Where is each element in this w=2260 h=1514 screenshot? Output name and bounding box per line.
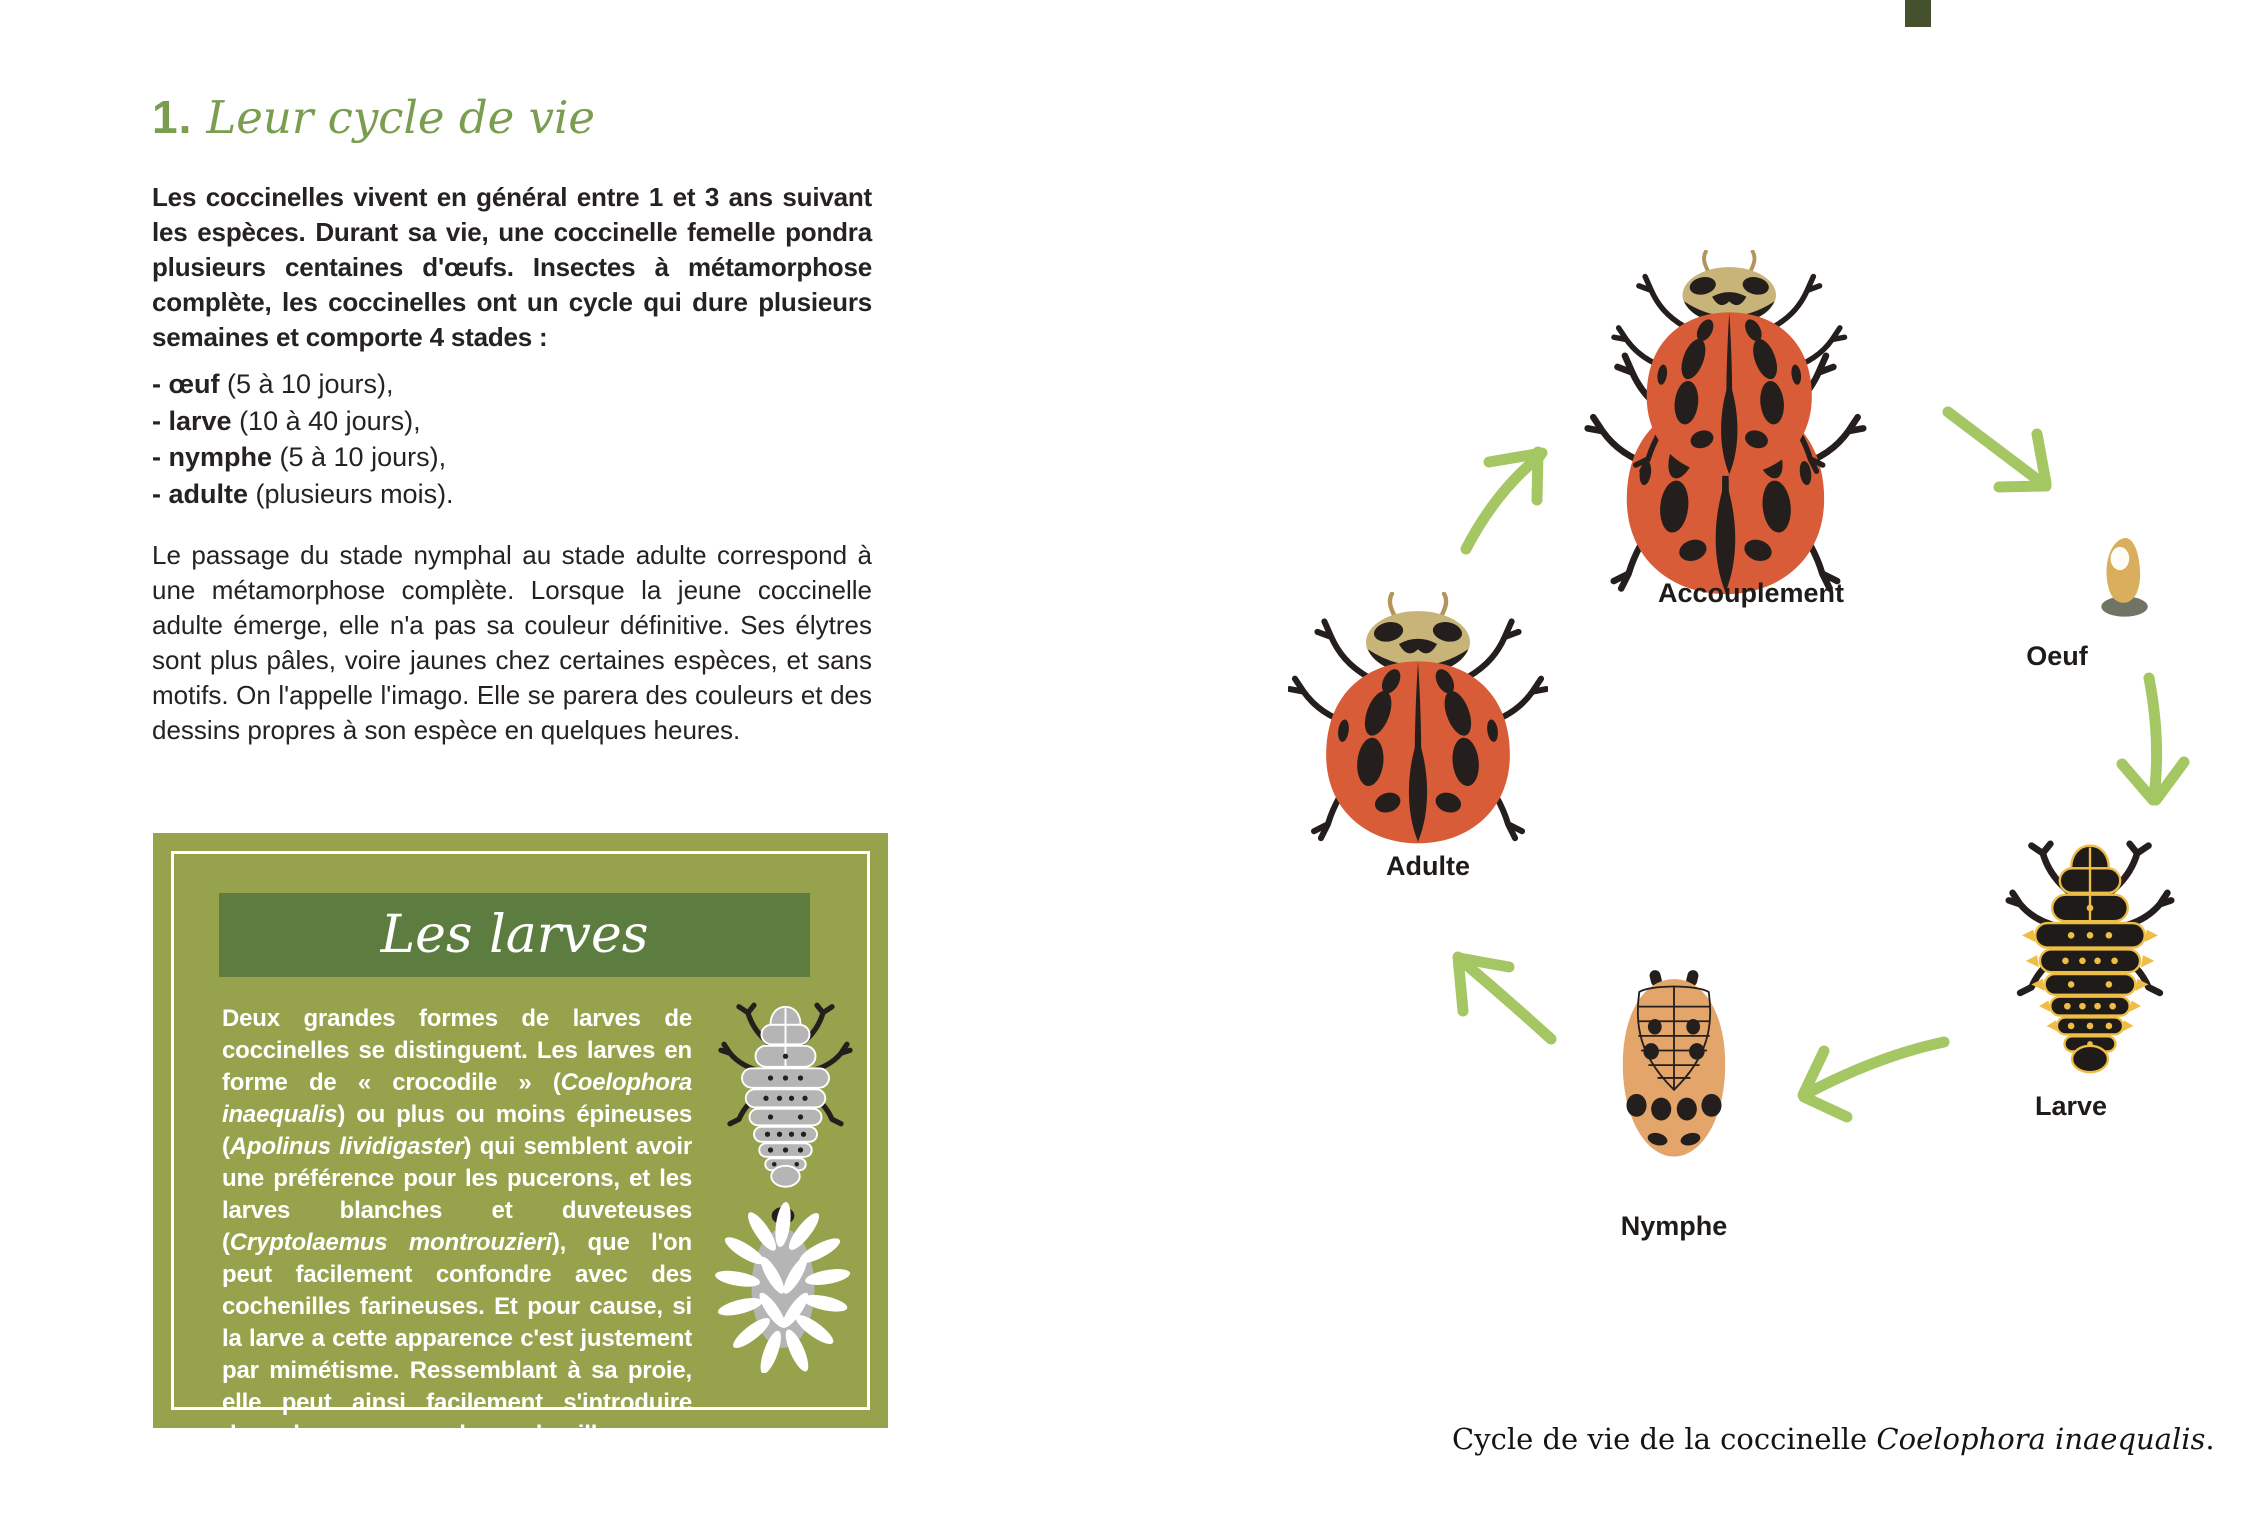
box-title: Les larves — [380, 905, 649, 965]
stage-name: - larve — [152, 405, 232, 436]
page-tab-marker — [1905, 0, 1931, 27]
stage-detail: (5 à 10 jours), — [219, 369, 394, 399]
box-text-run: ) ou plus ou moins épineuses ( — [222, 1101, 692, 1160]
stage-detail: (5 à 10 jours), — [272, 442, 447, 472]
species-name: Cryptolaemus montrouzieri — [229, 1229, 552, 1256]
arrow-adult-to-mating — [1466, 456, 1540, 549]
caption-species: Coelophora inaequalis — [1876, 1422, 2206, 1456]
stage-detail: (plusieurs mois). — [248, 478, 454, 509]
intro-paragraph: Les coccinelles vivent en général entre 1 et 3 ans suivant les espèces. Durant sa vie, une coccinelle femelle pondra plusieurs centaines d'œufs. Insectes à métamorphose complète, les coccinelles ont un cycle qui dure plusieurs semaines et comporte 4 stades : — [152, 182, 872, 352]
species-name: Coelophora inaequalis — [222, 1069, 692, 1128]
label-accouplement: Accouplement — [1657, 578, 1845, 608]
second-paragraph: Le passage du stade nymphal au stade adulte correspond à une métamorphose complète. Lorsque la jeune coccinelle adulte émerge, elle n'a pas sa couleur définitive. Ses élytres sont plus pâles, voire jaunes chez certaines espèces, et sans motifs. On l'appelle l'imago. Elle se parera des couleurs et des dessins propres à son espèce en quelques heures. — [152, 540, 872, 745]
arrow-pupa-to-adult — [1462, 961, 1551, 1039]
section-title — [152, 90, 595, 144]
box-text-run: Deux grandes formes de larves de coccinelles se distinguent. Les larves en forme de « crocodile » ( — [222, 1005, 692, 1096]
box-text-run: ) qui semblent avoir une préférence pour les pucerons, et les larves blanches et duveteuses ( — [222, 1133, 692, 1256]
species-name: Apolinus lividigaster — [229, 1133, 464, 1160]
label-nymphe: Nymphe — [1620, 1211, 1728, 1241]
section-title-text: Leur cycle de vie — [206, 91, 596, 144]
arrow-mating-to-egg — [1948, 412, 2046, 486]
box-header — [219, 893, 810, 977]
box-text-run: ), que l'on peut facilement confondre avec des cochenilles farineuses. Et pour cause, si la larve a cette apparence c'est justement par mimétisme. Ressemblant à sa proie, elle peut ainsi facilement s'introduire dans les groupes de cochenilles pour mieux les dévorer. — [222, 1229, 692, 1480]
stage-name: - œuf — [152, 369, 220, 399]
section-number: 1. — [152, 91, 193, 143]
larves-info-box — [153, 833, 888, 1480]
cycle-arrows — [1400, 380, 2220, 1140]
label-larve: Larve — [2034, 1091, 2108, 1121]
gray-larva-illustration — [718, 1002, 853, 1190]
label-adulte: Adulte — [1386, 851, 1470, 881]
diagram-caption — [1452, 1422, 2215, 1456]
stage-name: - adulte — [152, 478, 249, 509]
stages-list — [152, 366, 454, 512]
stage-item-larva — [152, 403, 454, 440]
fluffy-larva-illustration — [713, 1195, 853, 1373]
label-oeuf: Oeuf — [2026, 641, 2088, 671]
stage-name: - nymphe — [152, 442, 273, 472]
stage-item-egg — [152, 366, 454, 403]
box-body-text — [222, 1003, 692, 1483]
stage-detail: (10 à 40 jours), — [231, 405, 421, 436]
caption-period: . — [2205, 1422, 2215, 1456]
caption-text: Cycle de vie de la coccinelle — [1452, 1422, 1877, 1456]
stage-item-pupa — [152, 439, 454, 476]
arrow-egg-to-larva — [2149, 678, 2157, 797]
stage-item-adult — [152, 476, 454, 513]
